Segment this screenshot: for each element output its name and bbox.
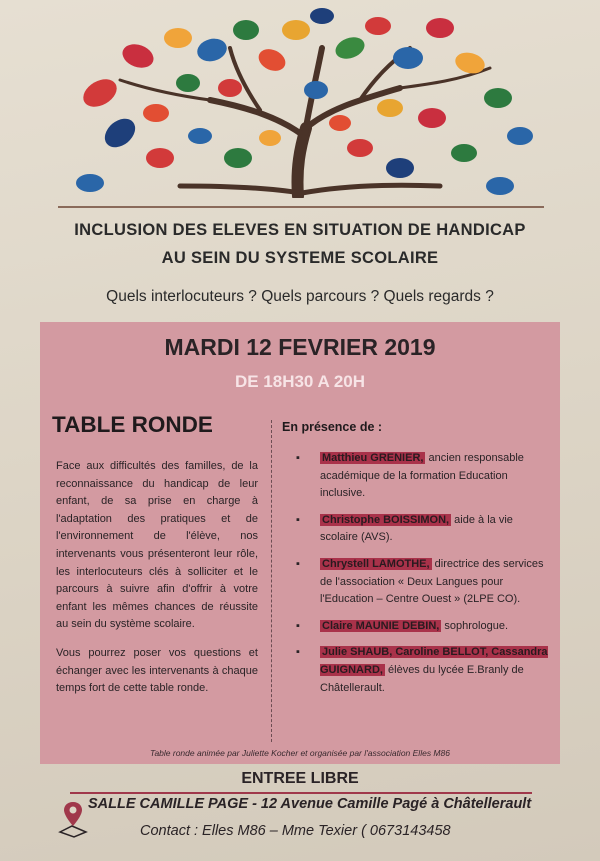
- speaker-name: Claire MAUNIE DEBIN,: [322, 619, 440, 632]
- description-paragraph-1: Face aux difficultés des familles, de la reconnaissance du handicap de leur enfant, de sa prise en charge à l'adaptation des pratiques et de l'environnement de l'élève, nos intervenants vous présenteront leur rôle, les interlocuteurs clés à solliciter et le parcours à suivre afin d'offrir à votre enfant les mêmes chances de réussite au sein du système scolaire.: [56, 460, 258, 631]
- speaker-item: [296, 618, 550, 636]
- speaker-item: [296, 450, 550, 503]
- speaker-item: [296, 512, 550, 547]
- bullet-icon: ▪: [296, 513, 300, 526]
- speaker-role: aide à la vie scolaire (AVS).: [320, 513, 513, 544]
- event-date: MARDI 12 FEVRIER 2019: [164, 334, 436, 360]
- speaker-name: Chrystell LAMOTHE,: [322, 557, 430, 570]
- table-ronde-heading: TABLE RONDE: [52, 412, 213, 437]
- speaker-role: ancien responsable académique de la formation Education inclusive.: [320, 452, 524, 500]
- event-time: DE 18H30 A 20H: [234, 372, 366, 391]
- tree-of-hands-icon: [60, 8, 540, 198]
- location-pin-icon: [58, 798, 88, 838]
- title-line-1: INCLUSION DES ELEVES EN SITUATION DE HANDICAP: [74, 221, 526, 239]
- top-divider: [58, 206, 544, 208]
- bullet-icon: ▪: [296, 452, 300, 464]
- speakers-heading: En présence de :: [282, 420, 383, 434]
- speaker-name: Christophe BOISSIMON,: [322, 513, 450, 526]
- speakers-list: [296, 450, 550, 706]
- organizer-credit: Table ronde animée par Juliette Kocher et organisée par l'association Elles M86: [150, 748, 450, 758]
- description-paragraph-2: Vous pourrez poser vos questions et échanger avec les intervenants à chaque temps fort de cette table ronde.: [56, 646, 258, 695]
- column-separator: [271, 420, 272, 742]
- bullet-icon: ▪: [296, 646, 300, 659]
- bullet-icon: ▪: [296, 557, 300, 570]
- bottom-divider: [70, 792, 532, 794]
- contact-info: Contact : Elles M86 – Mme Texier ( 0673143458: [140, 823, 451, 839]
- bullet-icon: ▪: [296, 619, 300, 632]
- subtitle: Quels interlocuteurs ? Quels parcours ? Quels regards ?: [106, 288, 494, 305]
- speaker-role: sophrologue.: [441, 619, 509, 632]
- venue-address: SALLE CAMILLE PAGE - 12 Avenue Camille Pagé à Châtellerault: [88, 796, 532, 812]
- speaker-item: [296, 644, 550, 697]
- title-line-2: AU SEIN DU SYSTEME SCOLAIRE: [161, 249, 439, 267]
- speaker-item: [296, 556, 550, 609]
- speaker-name: Julie SHAUB, Caroline BELLOT, Cassandra GUIGNARD,: [320, 646, 548, 676]
- speaker-name: Matthieu GRENIER,: [322, 452, 424, 464]
- free-entry-label: ENTREE LIBRE: [241, 770, 359, 787]
- event-description: [56, 458, 258, 709]
- speaker-role: élèves du lycée E.Branly de Châtellerault.: [320, 663, 524, 694]
- speaker-role: directrice des services de l'association « Deux Langues pour l'Education – Centre Ouest » (2LPE CO).: [320, 557, 544, 606]
